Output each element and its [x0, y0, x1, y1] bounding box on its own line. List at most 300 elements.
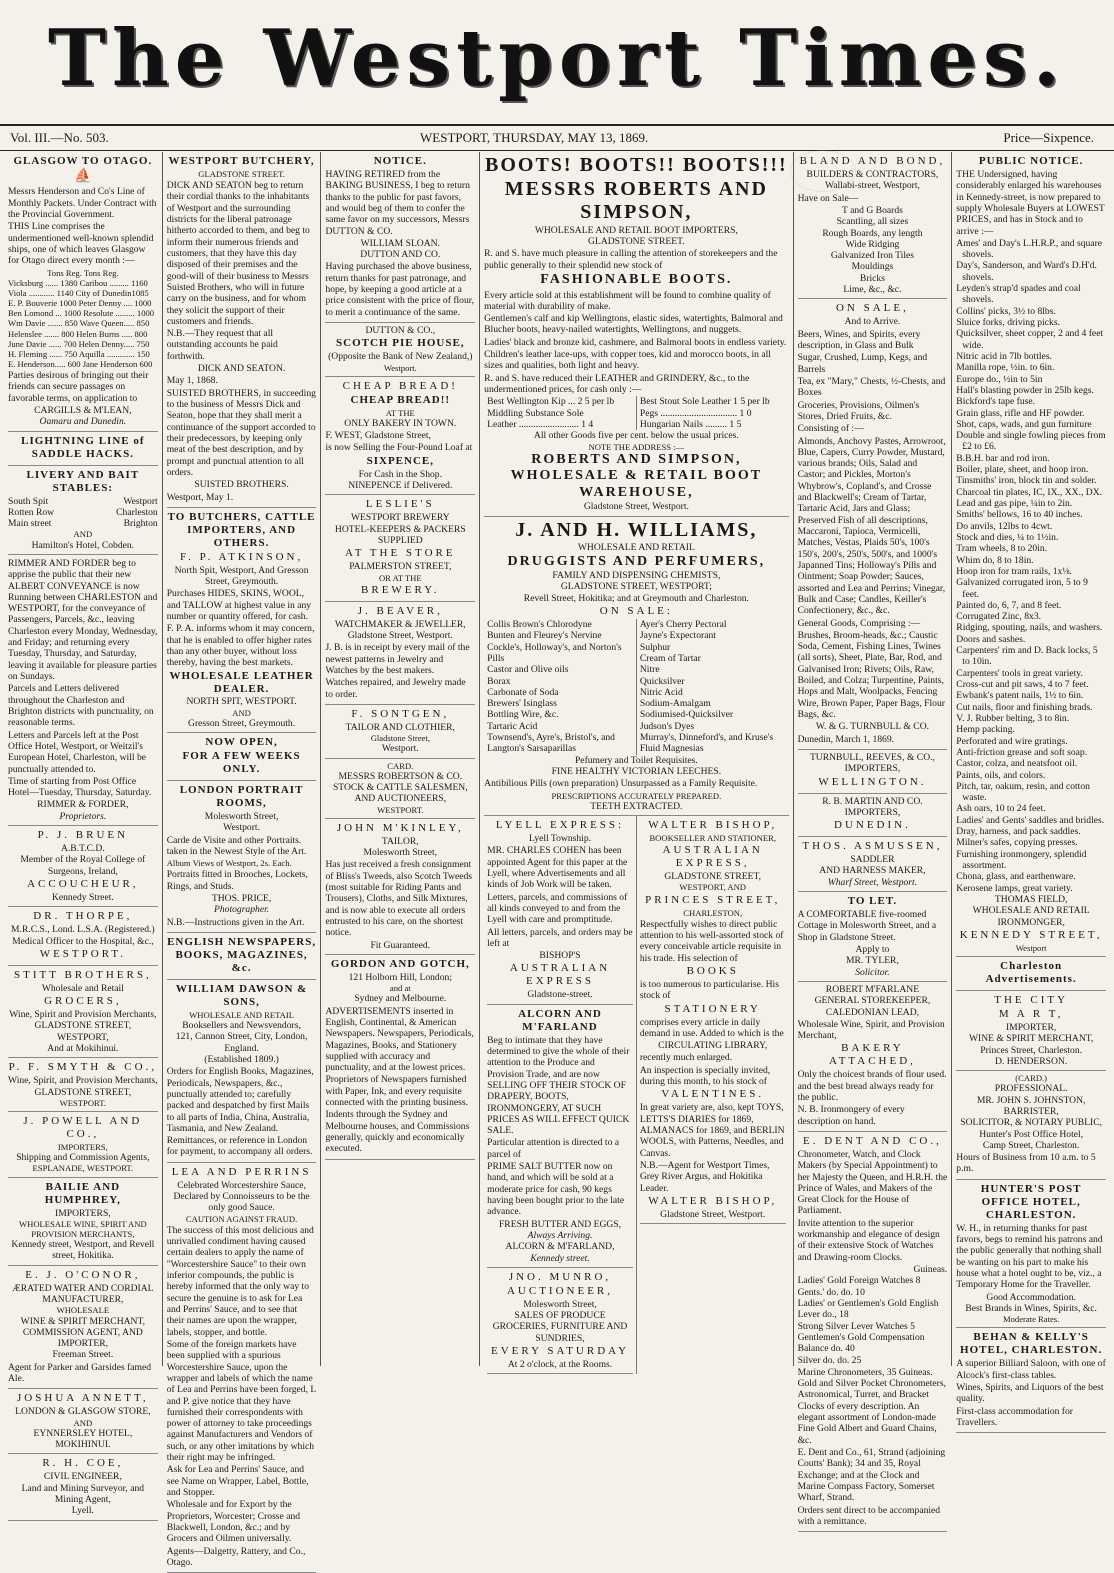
list-item: Shot, caps, wads, and gun furniture [956, 418, 1092, 430]
ad-stationery: STATIONERY [664, 1002, 761, 1015]
ship-row: Ben Lomond ... 1000 Resolute ......... 1000 [8, 308, 155, 319]
ad-body: Orders sent direct to be accompanied with a remittance. [797, 1504, 941, 1527]
ad-role: ACCOUCHEUR, [27, 878, 139, 890]
ad-body: M A R T, [998, 1007, 1064, 1020]
list-item: Day's, Sanderson, and Ward's D.H'd. shovels. [956, 260, 1097, 283]
ad-name: HUNTER'S POST OFFICE HOTEL, CHARLESTON. [980, 1182, 1082, 1221]
ad-body: Only the choicest brands of flour used. and the best bread always ready for the public. [797, 1069, 947, 1103]
ad-name: P. F. SMYTH & CO., [8, 1061, 158, 1074]
ad-sign: SUISTED BROTHERS. [194, 479, 289, 491]
ad-lightning-line [8, 432, 158, 466]
ad-street: Molesworth Street, [204, 811, 279, 823]
price-row: Middling Substance Sole [487, 407, 584, 419]
ad-address: Sydney and Melbourne. [354, 993, 447, 1005]
ad-name: F. SONTGEN, [351, 707, 450, 720]
ad-title: A.B.T.C.D. [60, 843, 105, 855]
list-item: V. J. Rubber belting, 3 to 8in. [956, 712, 1070, 724]
list-item: Tinsmiths' iron, block tin and solder. [956, 475, 1097, 487]
ad-oconor [8, 1266, 158, 1390]
column-1 [4, 152, 163, 1517]
ad-body: R. and S. have reduced their LEATHER and GRINDERY, &c., to the undermentioned prices, for cash only :— [484, 372, 750, 396]
product-item: Bottling Wire, &c. [487, 709, 559, 721]
ad-address: 121 Holborn Hill, London; [348, 971, 452, 983]
ad-body: Watches repaired, and Jewelry made to order. [325, 677, 466, 700]
ad-and: AND [73, 1417, 93, 1428]
ad-body: General Goods, Comprising :— [797, 617, 921, 629]
ad-place: Lyell. [71, 1505, 94, 1517]
ad-role: SOLICITOR, & NOTARY PUBLIC, [960, 1117, 1103, 1129]
ad-when: EVERY SATURDAY [490, 1345, 630, 1358]
ad-body: All other Goods five per cent. below the usual prices. [533, 430, 739, 442]
ad-body: Portraits fitted in Brooches, Lockets, Rings, and Studs. [166, 869, 308, 892]
product-item: Bunten and Fleurey's Nervine [487, 630, 602, 642]
ad-body: Antibilious Pills (own preparation) Unsurpassed as a Family Requisite. [484, 778, 758, 790]
product-list [484, 619, 788, 755]
ad-name: DR. THORPE, [33, 910, 133, 923]
ad-place: And at Mokihinui. [47, 1043, 119, 1055]
list-item: Rough Boards, any length [822, 227, 923, 239]
ad-note: N.B.—Agent for Westport Times, Grey River Argus, and Hokitika Leader. [639, 1159, 770, 1194]
ad-coe [8, 1454, 158, 1520]
list-item: Cross-cut and pit saws, 4 to 7 feet. [956, 679, 1089, 691]
ad-body: First-class accommodation for Travellers. [956, 1405, 1073, 1428]
ad-closing: Parties desirous of bringing out their friends can secure passages on favorable terms, on application to [8, 370, 149, 404]
ad-notice-sloan [325, 152, 475, 323]
ad-and: and at [389, 983, 411, 994]
ad-title: PUBLIC NOTICE. [978, 155, 1084, 167]
ad-head: FASHIONABLE BOOTS. [540, 272, 733, 288]
ad-title: CHEAP BREAD! [342, 379, 458, 392]
list-item: Corrugated Zinc, 8x3. [956, 611, 1042, 623]
ad-body: MR. CHARLES COHEN has been appointed Agent for this paper at the Lyell, where Advertisements and all kinds of Job Work will be taken. [487, 845, 628, 891]
ad-hunters-hotel [956, 1180, 1106, 1329]
list-item: B.B.H. bar and rod iron. [956, 452, 1050, 464]
ad-trade: TAILOR, [381, 835, 419, 847]
ad-town: Westport [1015, 942, 1047, 953]
list-item: Scantling, all sizes [836, 216, 909, 228]
ad-title: NOW OPEN, [205, 736, 278, 749]
ad-body: recently much enlarged. [639, 1052, 733, 1064]
ad-brew: BREWERY. [361, 583, 440, 596]
ad-address: North Spit, Westport, And Gresson Street, Greymouth. [174, 564, 309, 588]
ad-body: Letters and Parcels left at the Post Office Hotel, Westport, or Weitzil's European Hotel, Charleston, will be punctually attended to. [8, 729, 147, 775]
ship-table-head: Tons Reg. Tons Reg. [47, 267, 119, 278]
list-item: Bricks [859, 272, 885, 284]
lower-split [484, 816, 788, 1374]
list-item: Dray, harness, and pack saddles. [956, 826, 1081, 838]
livery-and: AND [73, 529, 93, 540]
ad-address: (Opposite the Bank of New Zealand,) [328, 351, 473, 363]
column-7 [952, 152, 1110, 1428]
list-item: Paints, oils, and colors. [956, 769, 1046, 781]
ad-title: BLAND AND BOND, [799, 155, 946, 167]
ad-on-sale [798, 299, 948, 750]
ad-johnston [956, 1071, 1106, 1180]
ad-date: Dunedin, March 1, 1869. [797, 733, 895, 745]
ad-street: GLADSTONE STREET. [198, 168, 285, 179]
ad-street: PALMERSTON STREET, [349, 561, 452, 573]
list-item: Tram wheels, 8 to 20in. [956, 543, 1048, 555]
ad-place: Gresson Street, Greymouth. [188, 717, 296, 729]
ad-body: is too numerous to particularise. His stock of [639, 978, 779, 1002]
ad-lyell-express [487, 816, 633, 1005]
ad-body: Shipping and Commission Agents, [16, 1152, 150, 1164]
ad-agents: Agents—Dalgetty, Rattery, and Co., Otago. [166, 1545, 306, 1568]
ad-lea-perrins [167, 1163, 317, 1573]
ad-name: BEHAN & KELLY'S HOTEL, CHARLESTON. [960, 1331, 1103, 1357]
ad-sontgen [325, 705, 475, 759]
ad-body: Consisting of :— [797, 423, 864, 435]
ad-hotel: EYNNERSLEY HOTEL, [33, 1427, 133, 1439]
ad-street: Gladstone Street, Westport. [583, 501, 689, 513]
item-list [956, 238, 1106, 894]
ad-title: LYELL EXPRESS: [495, 819, 625, 832]
product-item: Brewers' Isinglass [487, 698, 557, 710]
ad-name: J. BEAVER, [357, 604, 443, 617]
ad-body: Wine, Spirit, and Provision Merchants, [8, 1075, 158, 1087]
ad-sub: Lyell Township. [528, 833, 592, 845]
product-item: Ayer's Cherry Pectoral [639, 618, 727, 630]
ad-title: LONDON PORTRAIT ROOMS, [179, 784, 304, 810]
ad-place: DUNEDIN. [834, 819, 911, 832]
ad-address: 121, Cannon Street, City, London, England. [175, 1031, 308, 1054]
list-item: Sluice forks, driving picks. [956, 317, 1060, 329]
ad-body: TEETH EXTRACTED. [590, 800, 683, 812]
ad-bailie [8, 1178, 158, 1266]
ad-body: Particular attention is directed to a parcel of [487, 1137, 620, 1160]
ad-place: WESTPORT. [39, 947, 127, 960]
ad-name: J. POWELL AND CO., [23, 1115, 143, 1141]
ad-body: An inspection is specially invited, during this month, to his stock of [639, 1064, 771, 1088]
ship-row: Helenslee ....... 800 Helen Burns ..... 800 [8, 328, 148, 339]
list-item: Pitch, tar, oakum, resin, and cotton waste. [956, 780, 1090, 804]
ad-place: ESPLANADE, WESTPORT. [32, 1163, 134, 1174]
ad-title: SCOTCH PIE HOUSE, [336, 337, 465, 350]
ad-sign: THOS. PRICE, [211, 893, 272, 905]
ad-title: TO LET. [847, 895, 898, 908]
ad-body: E. Dent and Co., 61, Strand (adjoining Coutts' Bank); 34 and 35, Royal Exchange; and at the Clock and Marine Compass Factory, Somerset Wharf, Strand. [797, 1447, 946, 1504]
list-item: Lime, &c., &c. [843, 284, 902, 296]
ad-name: WILLIAM DAWSON & SONS, [175, 982, 308, 1008]
ad-newspapers [167, 933, 317, 980]
ad-place: Princes Street, Charleston. [980, 1044, 1083, 1056]
ad-price: SIXPENCE, [366, 454, 434, 467]
ad-trade: TAILOR AND CLOTHIER, [345, 721, 455, 733]
ad-walter-bishop [640, 816, 786, 1224]
ad-fit: Fit Guaranteed. [370, 939, 431, 951]
list-item: Perforated and wire gratings. [956, 735, 1068, 747]
product-item: Quicksilver [639, 675, 685, 687]
ad-title: LIVERY AND BAIT STABLES: [26, 468, 140, 494]
ad-leslie-brewery [325, 495, 475, 601]
list-item: Charcoal tin plates, IC, IX., XX., DX. [956, 486, 1103, 498]
volume-number: Vol. III.—No. 503. [10, 130, 109, 145]
ad-sign: WALTER BISHOP, [648, 1194, 778, 1207]
list-item: Bickford's tape fuse. [956, 396, 1036, 408]
ad-body: FINE HEALTHY VICTORIAN LEECHES. [551, 766, 722, 777]
ad-body: Wine, Spirit and Provision Merchants, [9, 1009, 157, 1021]
product-item: Sulphur [639, 641, 671, 653]
ad-body: A superior Billiard Saloon, with one of Alcock's first-class tables. [956, 1358, 1106, 1381]
ad-body: Remittances, or reference in London for payment, to accompany all orders. [166, 1135, 313, 1158]
ad-portrait-rooms [167, 781, 317, 933]
ad-alcorn [487, 1005, 633, 1268]
ship-row: Viola ............ 1140 City of Dunedin1085 [8, 287, 149, 298]
ad-town: CHARLESTON, [683, 907, 743, 918]
ad-name: P. J. BRUEN [37, 829, 129, 842]
ad-trade: FAMILY AND DISPENSING CHEMISTS, [552, 570, 721, 582]
ad-caution: CAUTION AGAINST FRAUD. [185, 1213, 298, 1224]
ad-sign: WILLIAM SLOAN. [360, 237, 440, 249]
ship-row: June Davie ...... 700 Helen Denny..... 750 [8, 338, 150, 349]
ad-body: Every article sold at this establishment will be found to combine quality of material with durability of make. [484, 289, 771, 312]
ad-sale: ON SALE: [599, 604, 673, 617]
ad-williams [484, 517, 788, 816]
ad-thorpe [8, 907, 158, 966]
ad-body: ADVERTISEMENTS inserted in English, Continental, & American Newspapers. Newspapers, Periodicals, Magazines, Books, and Stationery supplied with accuracy and punctuality, and at the lowest prices. [325, 1005, 474, 1074]
ad-public-notice [956, 152, 1106, 957]
ad-name: JNO. MUNRO, [508, 1270, 612, 1283]
list-item: Cut nails, floor and finishing brads. [956, 701, 1093, 713]
ad-sub: WHOLESALE AND RETAIL [189, 1009, 294, 1020]
ad-name: STITT BROTHERS, [14, 968, 152, 981]
column-3 [321, 152, 480, 1366]
ad-sign: RIMMER & FORDER, [37, 799, 129, 811]
ad-martin [798, 794, 948, 838]
ad-sub: BUILDERS & CONTRACTORS, [806, 168, 939, 180]
list-item: Smiths' bellows, 16 to 40 inches. [956, 509, 1083, 521]
ad-body: THE Undersigned, having considerably enlarged his warehouses in Kennedy-street, is now prepared to supply Wholesale Buyers at LOWEST PRICES, and has in Stock and to arrive :— [956, 168, 1105, 237]
list-item: Galvanized Iron Tiles [830, 250, 914, 262]
product-item: Townsend's, Ayre's, Bristol's, and Langton's Sarsaparillas [487, 732, 615, 755]
ad-fresh: FRESH BUTTER AND EGGS, [498, 1218, 622, 1230]
list-item: Chona, glass, and earthenware. [956, 871, 1076, 883]
ad-asmussen [798, 837, 948, 892]
ad-title: LIGHTNING LINE of SADDLE HACKS. [21, 434, 145, 460]
ad-body: Almonds, Anchovy Pastes, Arrowroot, Blue, Capers, Curry Powder, Mustard, various brands; Oils, Salad and Castor; and Pickles, Morton's Whybrow's, Copland's, and Crosse and Blackwell's; Cream of Tartar, Tartaric Acid, Jars and Glass; Preserved Fish of all descriptions, Maccaroni, Tapioca, Vermicelli, Matches, Vestas, Plaids 50's, 100's 150's, 200's, 250's, 500's, and 1000's Japanned Tins; Holloway's Pills and Ointment; Soap Powder; Sauces, assorted and Lea and Perrins; Vinegar, Bulk and Case; Candles, Keiller's Confectionery, &c., &c. [797, 435, 946, 617]
ad-est: (Established 1809.) [204, 1053, 279, 1065]
ad-street: Gladstone-street. [527, 989, 593, 1001]
ad-agents-place: Oamaru and Dunedin. [39, 416, 127, 428]
ad-body: Beg to intimate that they have determined to give the whole of their attention to the Produce and Provision Trade, and are now SELLING OFF THEIR STOCK OF DRAPERY, BOOTS, IRONMONGERY, AT SUCH PRICES AS WILL EFFECT QUICK SALE. [487, 1034, 630, 1137]
ad-name: MESSRS ROBERTSON & CO. [338, 770, 463, 782]
ship-row: E. P. Bouverie 1000 Peter Denny .... 1000 [8, 298, 152, 309]
ad-body: Marine Chronometers, 35 Guineas. Gold and Silver Pocket Chronometers, Astronomical, Turret, and Bracket Clocks of every description. An elegant assortment of London-made Fine Gold Albert and Guard Chains, &c. [797, 1366, 946, 1446]
page-columns [4, 152, 1110, 1568]
ad-annett [8, 1389, 158, 1454]
list-item: Collins' picks, 3½ to 8lbs. [956, 305, 1056, 317]
ad-bruen [8, 826, 158, 907]
livery-hotel: Hamilton's Hotel, Cobden. [31, 539, 135, 551]
ad-store: AT THE STORE [345, 547, 456, 560]
ad-sub: DUTTON AND CO. [360, 249, 441, 261]
list-item: Ridging, spouting, nails, and washers. [956, 622, 1103, 634]
ad-acc: Good Accommodation. [986, 1291, 1076, 1303]
ad-body: PRESCRIPTIONS ACCURATELY PREPARED. [551, 790, 722, 801]
ad-role: IMPORTER, [1005, 1021, 1057, 1033]
ad-body: Ladies' black and bronze kid, cashmere, and Balmoral boots in endless variety. [484, 336, 787, 348]
ad-title: ENGLISH NEWSPAPERS, BOOKS, MAGAZINES, &c. [167, 936, 317, 974]
ad-place: Gladstone Street, [370, 733, 430, 744]
list-item: Painted do, 6, 7, and 8 feet. [956, 599, 1062, 611]
ad-boots [484, 152, 788, 517]
list-item: Do anvils, 12lbs to 4cwt. [956, 520, 1053, 532]
list-item: Carpenters' tools in great variety. [956, 667, 1083, 679]
ad-role: AND HARNESS MAKER, [819, 865, 926, 877]
ship-row: E. Henderson..... 600 Jane Henderson 600 [8, 358, 153, 369]
ad-body: Sugar, Crushed, Lump, Kegs, and Barrels [797, 352, 928, 375]
ad-aust: AUSTRALIAN EXPRESS, [662, 844, 763, 870]
product-item: Castor and Olive oils [487, 664, 569, 676]
ad-town: Westport. [381, 743, 419, 755]
ship-row: Wm Davie ....... 850 Wave Queen..... 850 [8, 318, 150, 329]
ad-sub: WHOLESALE [56, 1305, 110, 1316]
ad-role: SADDLER [850, 854, 895, 866]
product-item: Judson's Dyes [639, 720, 695, 732]
ad-place: NORTH SPIT, WESTPORT. [186, 696, 297, 708]
ad-role: Solicitor. [855, 966, 890, 978]
ad-name: J. AND H. WILLIAMS, [515, 518, 758, 541]
ad-title: CHEAP BREAD!! [350, 393, 451, 406]
ad-body: ÆRATED WATER AND CORDIAL MANUFACTURER, [12, 1282, 154, 1306]
price: Price—Sixpence. [1003, 130, 1094, 145]
ad-supplied: SUPPLIED [377, 534, 423, 546]
list-item: Double and single fowling pieces from £2 to £6. [956, 430, 1106, 453]
ad-name: BAILIE AND HUMPHREY, [44, 1180, 121, 1206]
ad-bakery: BAKERY ATTACHED, [828, 1042, 916, 1068]
ad-dawson [167, 980, 317, 1163]
price-row: Hungarian Nails ......... 1 5 [639, 418, 742, 430]
product-item: Nitric Acid [639, 686, 683, 698]
list-item: Anti-friction grease and soft soap. [956, 746, 1088, 758]
ad-title: THE CITY [994, 993, 1069, 1006]
ad-sub: FOR A FEW WEEKS ONLY. [182, 750, 301, 776]
ad-name: F. WEST, Gladstone Street, [325, 430, 431, 442]
product-item: Cockle's, Holloway's, and Norton's Pills [487, 641, 622, 664]
ad-title: BOOTS! BOOTS!! BOOTS!!! [485, 154, 788, 176]
ad-note: N.B.—Instructions given in the Art. [166, 916, 305, 928]
ad-street: Gladstone Street, Westport. [660, 1208, 766, 1220]
ad-city-mart [956, 991, 1106, 1071]
list-item: Stock and dies, ¼ to 1½in. [956, 531, 1059, 543]
ad-body: Tea, ex "Mary," Chests, ½-Chests, and Boxes [797, 375, 946, 399]
ad-title: GLASGOW TO OTAGO. [13, 155, 153, 167]
ad-title: WESTPORT BUTCHERY, [168, 155, 315, 167]
list-item: Whim do, 8 to 18in. [956, 554, 1034, 566]
ad-head: PROFESSIONAL. [994, 1083, 1068, 1095]
ad-scotch-pie [325, 323, 475, 377]
ad-role: Mining Agent, [54, 1494, 111, 1506]
ad-turnbull-reeves [798, 750, 948, 794]
ad-bland-bond [798, 152, 948, 299]
ad-body: Purchases HIDES, SKINS, WOOL, and TALLOW at highest value in any number or quantity offered, for cash. [166, 588, 312, 622]
ad-role: IMPORTERS, [844, 806, 901, 818]
ad-body: Wines, Spirits, and Liquors of the best quality. [956, 1381, 1104, 1405]
ship-row: Vicksburg ...... 1380 Caribou ......... 1160 [8, 277, 148, 288]
ad-note: N.B.—They request that all outstanding accounts be paid forthwith. [166, 328, 278, 362]
ad-body: Chronometer, Watch, and Clock Makers (by Special Appointment) to her Majesty the Queen, and H.R.H. the Prince of Wales, and Makers of the Great Clock for the House of Parliament. [797, 1148, 948, 1217]
price-row: Best Stout Sole Leather 1 5 per lb [639, 396, 770, 408]
section-title: Charleston Advertisements. [985, 960, 1077, 985]
ad-firm: ROBERTS AND SIMPSON, [531, 451, 742, 467]
ad-body: Booksellers and Newsvendors, [182, 1020, 301, 1032]
list-item: Quicksilver, sheet copper, 2 and 4 feet wide. [956, 328, 1104, 351]
ad-name: DUTTON & CO., [365, 325, 436, 337]
ad-sign: W. & G. TURNBULL & CO. [815, 721, 930, 733]
ad-aust: AUSTRALIAN EXPRESS [509, 962, 611, 988]
ad-body: F. P. A. informs whom it may concern, that he is enabled to offer higher rates than any other buyer, without loss thereby, having the best markets. [166, 623, 315, 669]
ad-mkinley [325, 819, 475, 955]
list-item: Ladies' and Gents' saddles and bridles. [956, 814, 1105, 826]
ad-name: LEA AND PERRINS [171, 1165, 312, 1178]
ad-role: WINE & SPIRIT MERCHANT, [968, 1033, 1094, 1045]
ad-body: Brushes, Broom-heads, &c.; Caustic Soda, Cement, Fishing Lines, Twines (all sorts), Sheet, Plate, Bar, Rod, and Galvanised Iron; Rivets; Oils, Raw, Boiled, and Colza; Turpentine, Paints, Hops and Malt, Woolpacks, Fencing Wire, Brown Paper, Paper Bags, Flour Bags, &c. [797, 629, 945, 720]
ad-place: CALEDONIAN LEAD, [825, 1006, 920, 1018]
ship-icon: ⛵ [74, 168, 92, 184]
ad-name: WALTER BISHOP, [648, 819, 778, 832]
ad-body: Having purchased the above business, return thanks for past patronage, and hope, by keeping a good article at a price consistent with the price of flour, to merit a continuance of the same. [325, 261, 474, 318]
price-row: Gents.' do. do. 10 [797, 1286, 865, 1298]
ad-town: Westport. [383, 362, 417, 373]
ad-to-let [798, 892, 948, 982]
ad-body: Groceries, Provisions, Oilmen's Stores, Dried Fruits, &c. [797, 399, 920, 422]
ad-trade: WHOLESALE LEATHER DEALER. [169, 669, 314, 695]
ad-role: IMPORTERS, [844, 763, 901, 775]
ad-body: Proprietors of Newspapers furnished with Paper, Ink, and every requisite connected with the printing business. [325, 1074, 468, 1109]
product-item: Sodium-Amalgam [639, 698, 711, 710]
ad-place: GLADSTONE STREET, WESTPORT, [34, 1020, 132, 1043]
price-row: Leather ......................... 1 4 [487, 418, 594, 430]
product-item: Carbonate of Soda [487, 686, 559, 698]
ad-atkinson [167, 508, 317, 733]
ad-body: Carde de Visite and other Portraits. taken in the Newest Style of the Art. [166, 834, 307, 858]
ad-trade: STOCK & CATTLE SALESMEN, [332, 782, 468, 794]
ad-and: AND [232, 707, 251, 718]
ad-body: Orders for English Books, Magazines, Periodicals, Newspapers, &c., punctually attended to; carefully packed and despatched by first Mails to all parts of India, China, Australia, Tasmania, and New Zealand. [166, 1066, 314, 1134]
ad-delivered: NINEPENCE if Delivered. [348, 480, 453, 492]
list-item: Ewbank's patent nails, 1½ to 6in. [956, 690, 1084, 702]
ad-have: Have on Sale— [797, 192, 859, 204]
issue-date: WESTPORT, THURSDAY, MAY 13, 1869. [420, 130, 649, 145]
ad-place: Camp Street, Charleston. [982, 1139, 1080, 1151]
list-item: Ames' and Day's L.H.R.P., and square shovels. [956, 237, 1103, 261]
ad-place: Wharf Street, Westport. [827, 876, 918, 888]
ad-name: E. J. O'CONOR, [25, 1268, 141, 1281]
ad-town: WESTPORT. [377, 804, 424, 815]
ad-town: Westport. [223, 822, 260, 834]
ad-place: Kennedy street, Westport, and Revell street, Hokitika. [11, 1239, 155, 1262]
ad-body: DICK AND SEATON beg to return their cordial thanks to the inhabitants of Westport and the surrounding districts for the liberal patronage hitherto accorded to them, and beg to inform their numerous friends and customers, that they have this day disposed of their premises and the good-will of their business to Messrs Suisted Brothers, who will in future carry on the business, and for whom they solicit the support of their customers and friends. [166, 180, 310, 327]
ship-row: H. Fleming ...... 750 Aquilla ............. 150 [8, 348, 150, 359]
list-item: Leyden's strap'd spades and coal shovels. [956, 283, 1081, 306]
product-item: Sodiumised-Quicksilver [639, 709, 734, 721]
ad-body: Invite attention to the superior workmanship and elegance of design of their extensive Stock of Watches and Drawing-room Clocks. [797, 1217, 940, 1263]
ad-body: SUISTED BROTHERS, in succeeding to the business of Messrs Dick and Seaton, hope that they shall merit a continuance of the support accorded to their predecessors, by keeping only meat of the best description, and by prompt and punctual attention to all orders. [166, 387, 316, 478]
list-item: Hall's blasting powder in 25lb kegs. [956, 384, 1094, 396]
ad-stitt [8, 966, 158, 1059]
ad-val: VALENTINES. [661, 1088, 765, 1101]
ad-place: Molesworth Street, [363, 847, 438, 859]
ad-label: CARD. [387, 760, 414, 771]
list-item: Furnishing ironmongery, splendid assortment. [956, 848, 1087, 872]
ad-place: GLADSTONE STREET, [34, 1086, 132, 1098]
ad-role: BOOKSELLER AND STATIONER, [649, 833, 776, 844]
masthead [0, 0, 1114, 118]
ad-sub: Wholesale and Retail [41, 982, 124, 994]
ad-place: Freeman Street. [52, 1349, 114, 1361]
ad-name: JOHN M'KINLEY, [336, 821, 464, 834]
ad-town: MOKIHINUI. [55, 1439, 111, 1451]
